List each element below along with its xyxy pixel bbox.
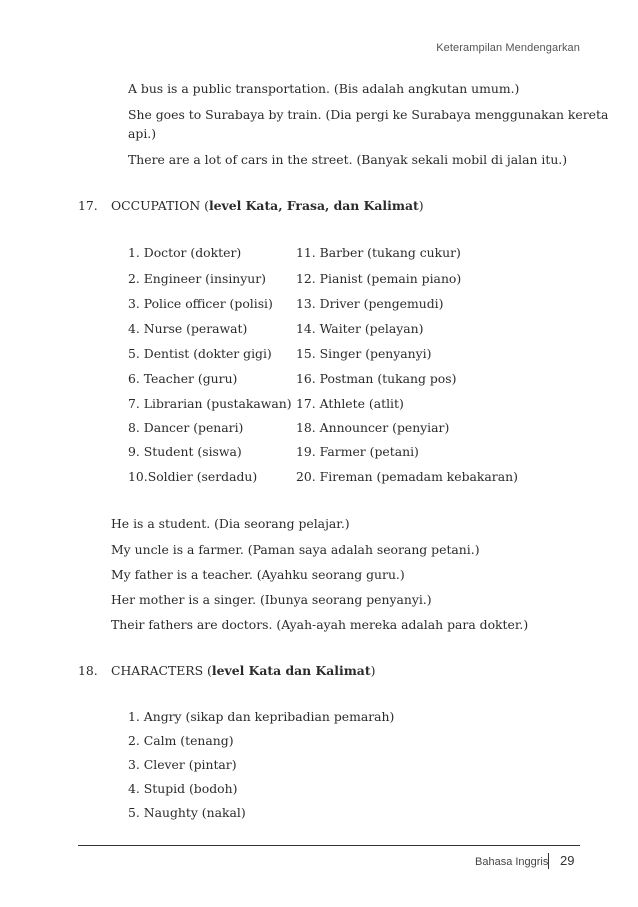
example-sentence: He is a student. (Dia seorang pelajar.) bbox=[111, 516, 350, 531]
occupation-item: 16. Postman (tukang pos) bbox=[296, 371, 457, 386]
section-number: 18. bbox=[78, 663, 98, 678]
example-sentence: Their fathers are doctors. (Ayah-ayah mereka adalah para dokter.) bbox=[111, 617, 529, 632]
occupation-item: 14. Waiter (pelayan) bbox=[296, 321, 424, 336]
character-item: 5. Naughty (nakal) bbox=[128, 805, 246, 820]
running-header: Keterampilan Mendengarkan bbox=[436, 42, 580, 54]
footer-separator bbox=[548, 853, 549, 869]
occupation-item: 8. Dancer (penari) bbox=[128, 420, 244, 435]
occupation-item: 6. Teacher (guru) bbox=[128, 371, 238, 386]
footer-divider bbox=[78, 845, 580, 846]
example-sentence-continuation: api.) bbox=[128, 126, 157, 141]
example-sentence: She goes to Surabaya by train. (Dia pergi ke Surabaya menggunakan kereta bbox=[128, 107, 609, 122]
occupation-item: 18. Announcer (penyiar) bbox=[296, 420, 450, 435]
occupation-item: 20. Fireman (pemadam kebakaran) bbox=[296, 469, 518, 484]
occupation-item: 10.Soldier (serdadu) bbox=[128, 469, 258, 484]
example-sentence: There are a lot of cars in the street. (Banyak sekali mobil di jalan itu.) bbox=[128, 152, 568, 167]
occupation-item: 4. Nurse (perawat) bbox=[128, 321, 248, 336]
occupation-item: 5. Dentist (dokter gigi) bbox=[128, 346, 272, 361]
example-sentence: My father is a teacher. (Ayahku seorang guru.) bbox=[111, 567, 405, 582]
occupation-item: 19. Farmer (petani) bbox=[296, 444, 419, 459]
occupation-item: 3. Police officer (polisi) bbox=[128, 296, 273, 311]
occupation-item: 15. Singer (penyanyi) bbox=[296, 346, 432, 361]
footer-book-title: Bahasa Inggris bbox=[475, 856, 549, 868]
example-sentence: Her mother is a singer. (Ibunya seorang penyanyi.) bbox=[111, 592, 432, 607]
section-heading: OCCUPATION (level Kata, Frasa, dan Kalimat) bbox=[111, 198, 424, 213]
character-item: 1. Angry (sikap dan kepribadian pemarah) bbox=[128, 709, 395, 724]
section-heading: CHARACTERS (level Kata dan Kalimat) bbox=[111, 663, 376, 678]
character-item: 4. Stupid (bodoh) bbox=[128, 781, 238, 796]
page-number: 29 bbox=[560, 853, 575, 868]
occupation-item: 1. Doctor (dokter) bbox=[128, 245, 242, 260]
occupation-item: 17. Athlete (atlit) bbox=[296, 396, 404, 411]
occupation-item: 13. Driver (pengemudi) bbox=[296, 296, 444, 311]
occupation-item: 7. Librarian (pustakawan) bbox=[128, 396, 292, 411]
example-sentence: A bus is a public transportation. (Bis adalah angkutan umum.) bbox=[128, 81, 520, 96]
occupation-item: 11. Barber (tukang cukur) bbox=[296, 245, 461, 260]
occupation-item: 12. Pianist (pemain piano) bbox=[296, 271, 462, 286]
example-sentence: My uncle is a farmer. (Paman saya adalah seorang petani.) bbox=[111, 542, 480, 557]
occupation-item: 9. Student (siswa) bbox=[128, 444, 242, 459]
section-number: 17. bbox=[78, 198, 98, 213]
occupation-item: 2. Engineer (insinyur) bbox=[128, 271, 267, 286]
character-item: 2. Calm (tenang) bbox=[128, 733, 234, 748]
character-item: 3. Clever (pintar) bbox=[128, 757, 237, 772]
